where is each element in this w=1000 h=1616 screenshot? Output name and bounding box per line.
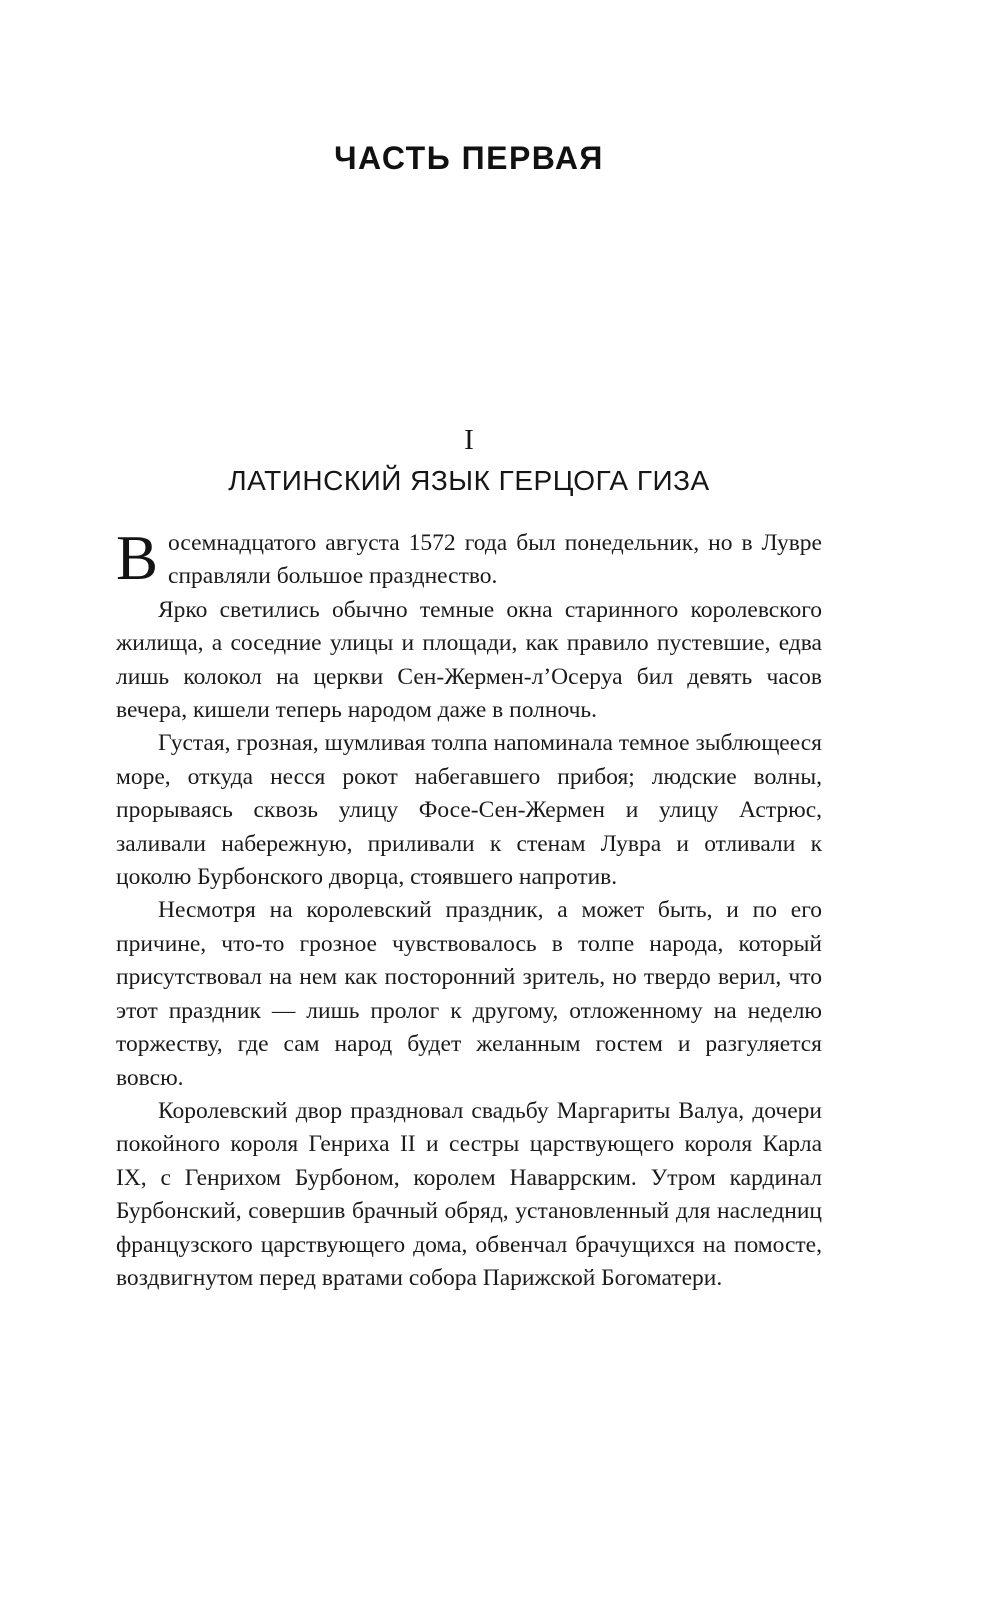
chapter-title: ЛАТИНСКИЙ ЯЗЫК ГЕРЦОГА ГИЗА: [228, 465, 710, 496]
body-text: [116, 523, 822, 1295]
paragraph-first: [116, 523, 822, 594]
paragraph: Густая, грозная, шумливая толпа напоминала темное зыблющееся море, откуда несся рокот набегавшего прибоя; людские волны, прорываясь сквозь улицу Фосе-Сен-Жермен и улицу Астрюс, заливали набережную, приливали к стенам Лувра и отливали к цоколю Бурбонского дворца, стоявшего напротив.: [116, 730, 822, 891]
chapter-number: I: [464, 424, 474, 456]
paragraph: Ярко светились обычно темные окна старинного королевского жилища, а соседние улицы и площади, как правило пустевшие, едва лишь колокол на церкви Сен-Жермен-л’Осеруа бил девять часов вечера, кишели теперь народом даже в полночь.: [116, 596, 822, 724]
paragraph: Королевский двор праздновал свадьбу Маргариты Валуа, дочери покойного короля Генриха II и сестры царствующего короля Карла IX, с Генрихом Бурбоном, королем Наваррским. Утром кардинал Бурбонский, совершив брачный обряд, установленный для наследниц французского царствующего дома, обвенчал брачущихся на помосте, воздвигнутом перед вратами собора Парижской Богоматери.: [116, 1097, 822, 1291]
paragraph: Несмотря на королевский праздник, а может быть, и по его причине, что-то грозное чувствовалось в толпе народа, который присутствовал на нем как посторонний зритель, но твердо верил, что этот праздник — лишь пролог к другому, отложенному на неделю торжеству, где сам народ будет желанным гостем и разгуляется вовсю.: [116, 897, 822, 1091]
text-column: [116, 0, 822, 1295]
paragraph-first-text: осемнадцатого августа 1572 года был понедельник, но в Лувре справляли большое празднество.: [168, 530, 822, 590]
chapter-heading: [116, 425, 822, 497]
drop-cap: В: [116, 523, 159, 593]
part-title: ЧАСТЬ ПЕРВАЯ: [334, 140, 604, 176]
